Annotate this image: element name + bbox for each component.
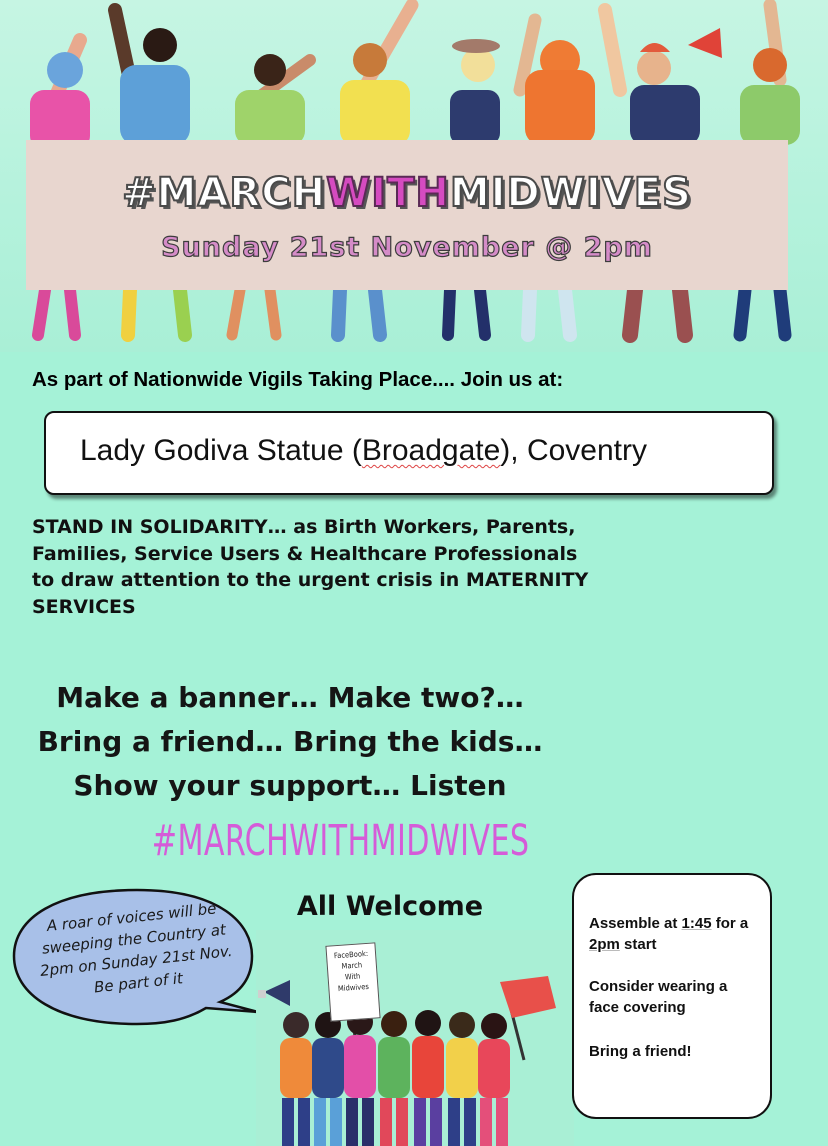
sign-line: FaceBook:	[333, 948, 369, 961]
solidarity-text: STAND IN SOLIDARITY… as Birth Workers, Parents, Families, Service Users & Healthcare Professionals to draw attention to the urgent crisis in MATERNITY SERVICES	[32, 516, 589, 618]
slogan-line: Make a banner… Make two?…	[56, 681, 524, 714]
all-welcome-text: All Welcome	[296, 891, 484, 922]
venue-box	[44, 411, 774, 495]
intro-text: As part of Nationwide Vigils Taking Place.... Join us at:	[32, 368, 564, 391]
hero-illustration	[0, 0, 828, 352]
march-banner	[26, 140, 788, 290]
slogans	[0, 676, 580, 808]
assemble-start-time: 2pm	[589, 936, 620, 953]
slogan-line: Bring a friend… Bring the kids…	[37, 725, 543, 758]
venue-spellcheck-word: Broadgate	[361, 434, 501, 467]
sign-line: March	[341, 960, 363, 971]
venue-text: Lady Godiva Statue (Broadgate), Coventry	[80, 434, 648, 467]
assemble-time: 1:45	[681, 915, 712, 932]
banner-date: Sunday 21st November @ 2pm	[161, 232, 653, 263]
bubble-text: A roar of voices will be sweeping the Country at 2pm on Sunday 21st Nov. Be part of it	[39, 899, 234, 997]
hashtag: #MARCHWITHMIDWIVES	[151, 816, 530, 866]
marching-crowd-graphic	[256, 930, 574, 1146]
slogan-line: Show your support… Listen	[73, 769, 507, 802]
bottom-crowd-illustration	[256, 930, 574, 1146]
sign-line: With	[344, 971, 361, 982]
banner-title-highlight: WITH	[326, 170, 450, 216]
face-covering-text: Consider wearing a face covering	[589, 978, 728, 1016]
banner-title: #MARCHWITHMIDWIVES	[122, 170, 692, 216]
facebook-sign	[325, 942, 380, 1021]
bring-friend-text: Bring a friend!	[589, 1043, 692, 1060]
info-card	[572, 873, 772, 1119]
speech-bubble	[6, 884, 268, 1034]
assemble-text: Assemble at 1:45 for a 2pm start	[589, 915, 749, 953]
sign-line: Midwives	[337, 981, 370, 994]
